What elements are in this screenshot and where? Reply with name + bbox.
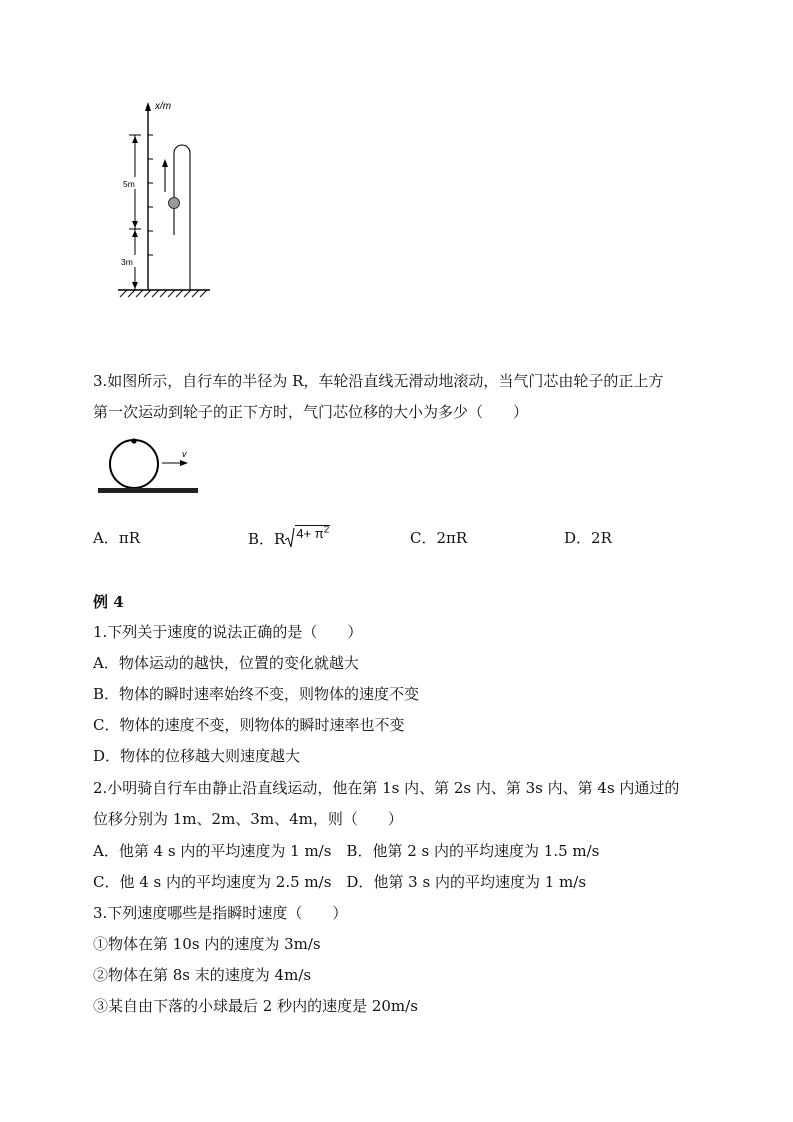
ground-hatch [120, 290, 207, 297]
dim-arrow [132, 282, 138, 289]
e4-q2-stem-line2: 位移分别为 1m、2m、3m、4m，则（ ） [93, 810, 403, 828]
e4-q2-options-cd: C．他 4 s 内的平均速度为 2.5 m/s D．他第 3 s 内的平均速度为 1 m/s [93, 873, 587, 891]
wheel [110, 440, 158, 488]
dim-arrow [132, 230, 138, 237]
q3-option-b-exponent: 2 [323, 524, 330, 536]
e4-q3-item-3: ③某自由下落的小球最后 2 秒内的速度是 20m/s [93, 997, 418, 1015]
ground-strip [98, 488, 198, 493]
x-axis-arrow [145, 102, 151, 111]
q3-option-b-radicand: $4+ \pi^2$ [296, 524, 330, 541]
e4-q3-stem: 3.下列速度哪些是指瞬时速度（ ） [93, 904, 348, 922]
e4-q3-item-1: ①物体在第 10s 内的速度为 3m/s [93, 935, 321, 953]
q3-option-b [248, 524, 330, 549]
motion-arrow-head [162, 159, 168, 167]
example4-heading: 例 4 [93, 593, 124, 611]
dim-arrow [132, 136, 138, 143]
q3-option-b-prefix: B．R [248, 530, 286, 548]
e4-q1-option-d: D．物体的位移越大则速度越大 [93, 747, 301, 765]
q3-option-d: D．2R [564, 529, 612, 547]
e4-q3-item-2: ②物体在第 8s 末的速度为 4m/s [93, 966, 312, 984]
dim-arrow [132, 221, 138, 228]
axis-ticks [148, 135, 153, 255]
radical-sign [285, 527, 295, 549]
e4-q1-option-b: B．物体的瞬时速率始终不变，则物体的速度不变 [93, 685, 420, 703]
e4-q1-stem: 1.下列关于速度的说法正确的是（ ） [93, 623, 363, 641]
q3-option-c: C．2πR [410, 529, 468, 547]
q3-option-a: A．πR [93, 529, 140, 547]
x-axis-label: x/m [155, 101, 172, 112]
wheel-figure [96, 436, 200, 498]
vertical-motion-figure [110, 95, 220, 300]
q3-stem-line1: 3.如图所示，自行车的半径为 R，车轮沿直线无滑动地滚动，当气门芯由轮子的正上方 [93, 372, 664, 390]
q3-stem-line2: 第一次运动到轮子的正下方时，气门芯位移的大小为多少（ ） [93, 403, 529, 421]
ball [169, 198, 180, 209]
e4-q2-options-ab: A．他第 4 s 内的平均速度为 1 m/s B．他第 2 s 内的平均速度为 1.5 m/s [93, 842, 600, 860]
ball-trajectory [174, 145, 190, 290]
upper-distance-label: 5m [123, 179, 135, 189]
e4-q1-option-a: A．物体运动的越快，位置的变化就越大 [93, 654, 359, 672]
valve-core [131, 438, 136, 443]
velocity-arrow-head [180, 460, 188, 466]
velocity-label: v [182, 449, 187, 459]
e4-q1-option-c: C．物体的速度不变，则物体的瞬时速率也不变 [93, 716, 405, 734]
e4-q2-stem-line1: 2.小明骑自行车由静止沿直线运动，他在第 1s 内、第 2s 内、第 3s 内、第 4s 内通过的 [93, 779, 680, 797]
lower-distance-label: 3m [121, 257, 133, 267]
